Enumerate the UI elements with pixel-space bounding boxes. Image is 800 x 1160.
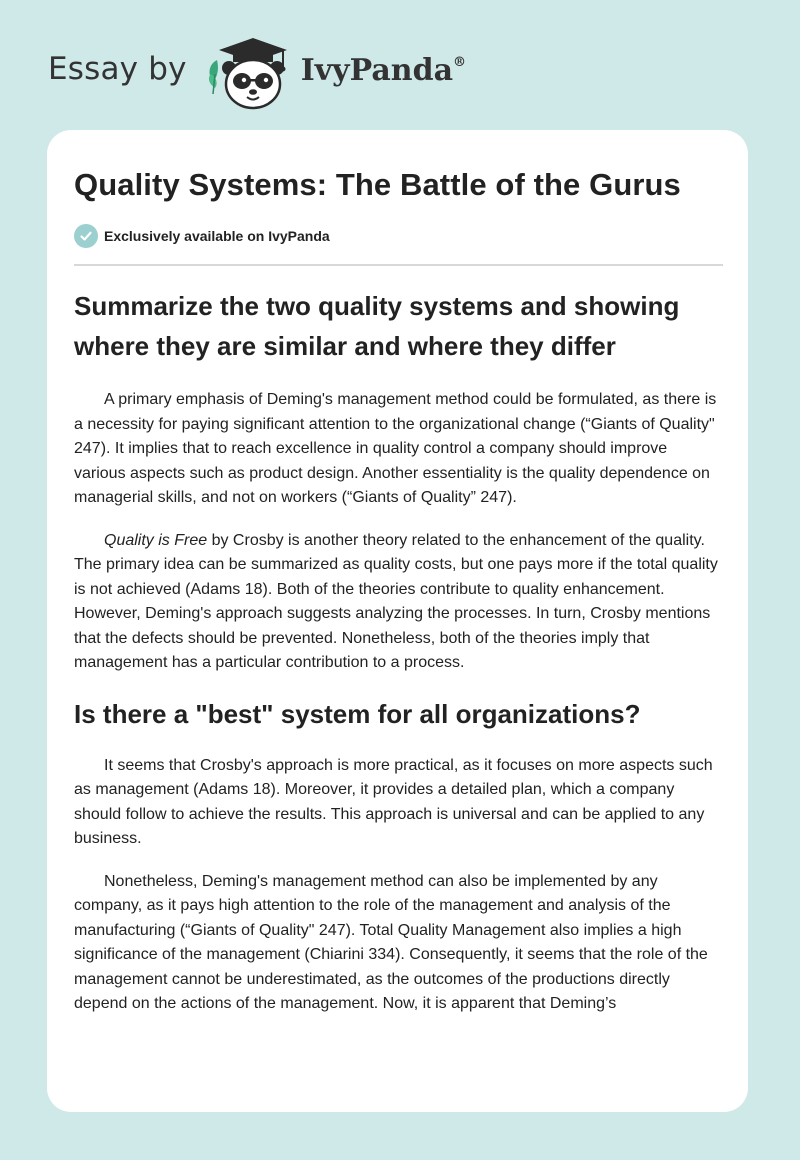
paragraph: Quality is Free by Crosby is another theory related to the enhancement of the quality. The primary idea can be summarized as quality costs, but one pays more if the total quality is not achieved (Adams 18). Both of the theories contribute to quality enhancement. However, Deming's approach suggests analyzing the processes. In turn, Crosby mentions that the defects should be prevented. Nonetheless, both of the theories imply that management has a particular contribution to a process. xyxy=(74,531,718,671)
panda-logo-icon[interactable] xyxy=(203,34,295,110)
page-title: Quality Systems: The Battle of the Gurus xyxy=(74,167,681,202)
title-divider xyxy=(74,264,723,266)
section-heading: Summarize the two quality systems and showing where they are similar and where they differ xyxy=(74,291,680,361)
registered-mark: ® xyxy=(453,54,467,70)
paragraph: Nonetheless, Deming's management method can also be implemented by any company, as it pays high attention to the role of the management and analysis of the manufacturing (“Giants of Quality" 247). Total Quality Management also implies a high significance of the management (Chiarini 334). Consequently, it seems that the role of the management cannot be underestimated, as the outcomes of the productions directly depend on the actions of the management. Now, it is apparent that Deming’s xyxy=(74,872,708,1012)
book-title: Quality is Free xyxy=(104,531,208,549)
brand-prefix: Essay by xyxy=(48,51,187,87)
exclusive-badge-label: Exclusively available on IvyPanda xyxy=(104,228,330,244)
paragraph: It seems that Crosby's approach is more practical, as it focuses on more aspects such as management (Adams 18). Moreover, it provides a detailed plan, which a company should follow to achieve the results. This approach is universal and can be applied to any business. xyxy=(74,756,713,847)
site-header xyxy=(48,34,466,110)
section-heading: Is there a "best" system for all organizations? xyxy=(74,698,641,729)
exclusive-badge xyxy=(74,224,723,248)
essay-card xyxy=(47,130,748,1112)
brand-name[interactable]: IvyPanda® xyxy=(300,52,467,88)
check-icon xyxy=(74,224,98,248)
paragraph: A primary emphasis of Deming's management method could be formulated, as there is a necessity for paying significant attention to the organizational change (“Giants of Quality" 247). It implies that to reach excellence in quality control a company should improve various aspects such as product design. Another essentiality is the quality dependence on managerial skills, and not on workers (“Giants of Quality” 247). xyxy=(74,391,717,506)
essay-content xyxy=(74,130,723,1017)
